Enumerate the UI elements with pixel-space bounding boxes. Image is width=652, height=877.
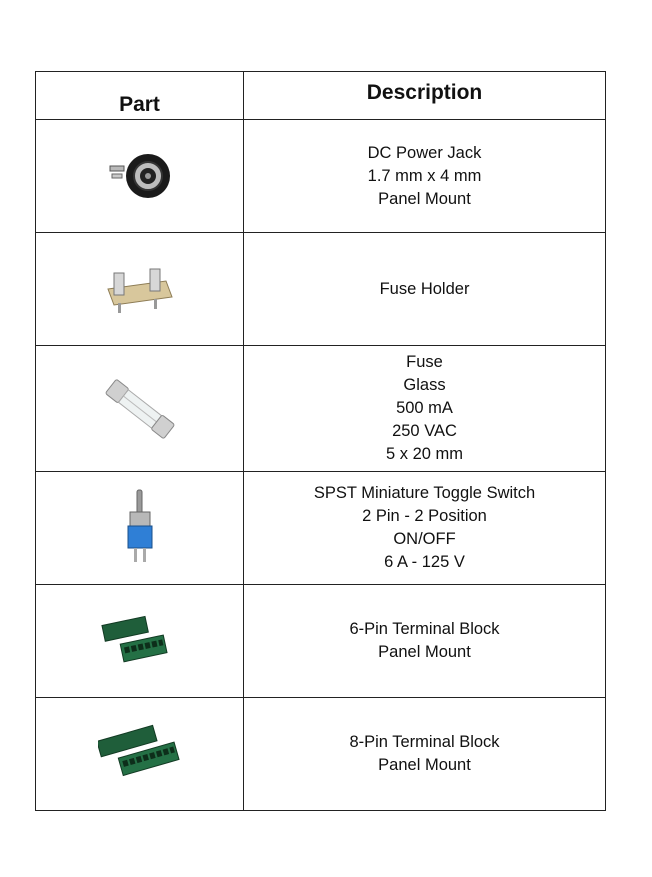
part-cell	[36, 120, 244, 233]
table-row	[36, 698, 606, 811]
description-line: 8-Pin Terminal Block	[349, 733, 500, 751]
dc-power-jack-icon	[100, 146, 180, 206]
table-row	[36, 585, 606, 698]
header-part: Part	[36, 72, 244, 120]
description-line: Panel Mount	[378, 643, 471, 661]
description-line: 6 A - 125 V	[384, 553, 465, 571]
description-cell	[244, 698, 606, 811]
description-line: Panel Mount	[378, 756, 471, 774]
description-line: 2 Pin - 2 Position	[362, 507, 487, 525]
description-line: 250 VAC	[392, 422, 457, 440]
terminal-block-8-pin-icon	[98, 714, 182, 794]
table-row	[36, 472, 606, 585]
table-row	[36, 120, 606, 233]
description-line: 6-Pin Terminal Block	[349, 620, 500, 638]
description-line: 5 x 20 mm	[385, 445, 464, 463]
description-cell	[244, 233, 606, 346]
table-row	[36, 233, 606, 346]
parts-table	[35, 71, 606, 811]
description-line: 500 mA	[396, 399, 453, 417]
description-cell	[244, 472, 606, 585]
fuse-holder-icon	[100, 259, 180, 319]
description-line: Glass	[403, 376, 446, 394]
description-line: Fuse Holder	[379, 279, 470, 298]
description-line: ON/OFF	[393, 530, 456, 548]
description-line: Panel Mount	[378, 189, 471, 208]
part-cell	[36, 698, 244, 811]
header-description: Description	[244, 72, 606, 120]
description-cell	[244, 120, 606, 233]
part-cell	[36, 585, 244, 698]
part-cell	[36, 472, 244, 585]
description-line: 1.7 mm x 4 mm	[367, 166, 482, 185]
description-line: SPST Miniature Toggle Switch	[313, 484, 536, 502]
table-row	[36, 346, 606, 472]
terminal-block-6-pin-icon	[100, 606, 180, 676]
table-header-row	[36, 72, 606, 120]
description-cell	[244, 585, 606, 698]
description-line: DC Power Jack	[367, 143, 482, 162]
description-line: Fuse	[406, 353, 443, 371]
part-cell	[36, 233, 244, 346]
toggle-switch-icon	[120, 488, 160, 568]
description-cell	[244, 346, 606, 472]
glass-fuse-icon	[95, 369, 185, 449]
part-cell	[36, 346, 244, 472]
